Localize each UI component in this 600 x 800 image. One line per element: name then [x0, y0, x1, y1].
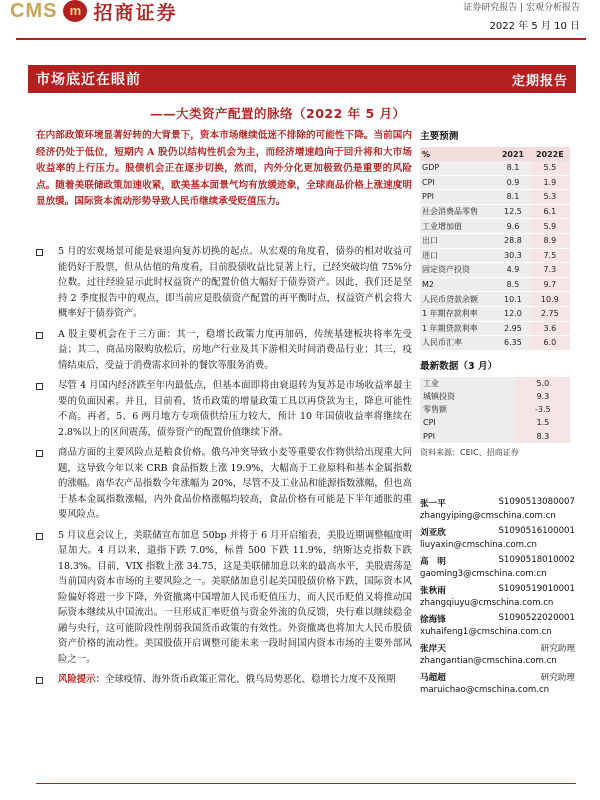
- list-item: [420, 555, 575, 579]
- logo-mark-icon: m: [63, 0, 87, 22]
- analyst-id: S1090519010001: [498, 584, 575, 594]
- table-row: [420, 292, 570, 307]
- report-date: 2022 年 5 月 10 日: [489, 21, 580, 32]
- list-item: [420, 671, 575, 695]
- table-cell: 7.3: [530, 263, 570, 278]
- risk-text: 全球疫情、海外货币政策正常化、俄乌局势恶化、稳增长力度不及预期: [104, 674, 396, 685]
- page-title: 市场底近在眼前: [36, 72, 141, 88]
- title-bar: [28, 65, 576, 93]
- sidebar: [420, 128, 575, 458]
- table-cell: 5.3: [530, 190, 570, 205]
- table-cell: -3.5: [516, 403, 570, 416]
- table-cell: 2.75: [530, 306, 570, 321]
- bullet-text: 5 月的宏观场景可能是衰退向复苏切换的起点。从宏观的角度看，债券的相对收益可能仍好于股票，但从估值的角度看，目前股债收益比显著上行，已经突破均值 75%分位数。过往经验显示此时权益资产的配置价值大幅好于债券资产。因此，我们还是坚持 2 季度报告中的观点，即当前应是股债资产配置的再平衡时点，权益资产机会将大概率好于债券资产。: [58, 246, 412, 319]
- analyst-name: 张岸天: [420, 644, 446, 654]
- table-cell: 8.9: [530, 233, 570, 248]
- header: [0, 0, 600, 40]
- table-row: [420, 336, 570, 351]
- bullet-square-icon: [36, 383, 43, 390]
- report-category: 定期报告: [511, 74, 568, 89]
- risk-warning: [36, 672, 412, 688]
- table-row: [420, 429, 570, 442]
- table-cell: 7.5: [530, 248, 570, 263]
- table-cell: 6.1: [530, 204, 570, 219]
- table-cell: 8.1: [496, 190, 529, 205]
- analyst-id: S1090522020001: [498, 613, 575, 623]
- list-item: [420, 526, 575, 550]
- bullet-list: [36, 244, 412, 693]
- list-item: [36, 244, 412, 322]
- list-item: [420, 642, 575, 666]
- list-item: [420, 613, 575, 637]
- table-cell: 2.95: [496, 321, 529, 336]
- table-row: [420, 377, 570, 390]
- table-cell: 城镇投资: [420, 390, 516, 403]
- table-cell: 12.5: [496, 204, 529, 219]
- list-item: [420, 584, 575, 608]
- table-cell: 工业: [420, 377, 516, 390]
- column-header: 2021: [496, 147, 529, 161]
- table-row: [420, 248, 570, 263]
- table-cell: 28.8: [496, 233, 529, 248]
- bullet-square-icon: [36, 677, 43, 684]
- table-row: [420, 233, 570, 248]
- risk-label: 风险提示：: [58, 674, 105, 685]
- analyst-email[interactable]: maruichao@cmschina.com.cn: [420, 685, 550, 695]
- table-cell: 10.1: [496, 292, 529, 307]
- table-cell: CPI: [420, 416, 516, 429]
- table-cell: 5.5: [530, 161, 570, 175]
- analyst-email[interactable]: gaoming3@cmschina.com.cn: [420, 569, 547, 579]
- table-cell: 9.3: [516, 390, 570, 403]
- bullet-square-icon: [36, 450, 43, 457]
- table-cell: 工业增加值: [420, 219, 496, 234]
- analyst-name: 张一平: [420, 499, 446, 509]
- table-cell: 1.5: [516, 416, 570, 429]
- analyst-id: S1090516100001: [498, 526, 575, 536]
- table-row: [420, 161, 570, 175]
- list-item: [36, 327, 412, 374]
- table-cell: 6.0: [530, 336, 570, 351]
- analyst-name: 高 明: [420, 557, 446, 567]
- table-cell: 1 年期贷款利率: [420, 321, 496, 336]
- table-cell: 固定资产投资: [420, 263, 496, 278]
- column-header: 2022E: [530, 147, 570, 161]
- logo: [10, 0, 177, 22]
- forecast-table: [420, 147, 570, 351]
- table-cell: 0.9: [496, 175, 529, 190]
- table-cell: 1.9: [530, 175, 570, 190]
- table-cell: 人民币汇率: [420, 336, 496, 351]
- analyst-email[interactable]: liuyaxin@cmschina.com.cn: [420, 540, 537, 550]
- table-cell: 30.3: [496, 248, 529, 263]
- analyst-list: [420, 497, 575, 700]
- table-cell: 9.7: [530, 277, 570, 292]
- table-row: [420, 175, 570, 190]
- analyst-name: 徐海锋: [420, 615, 446, 625]
- analyst-id: 研究助理: [540, 644, 575, 654]
- list-item: [36, 528, 412, 668]
- table-row: [420, 263, 570, 278]
- logo-cn: 招商证券: [93, 1, 178, 24]
- analyst-email[interactable]: zhangantian@cmschina.com.cn: [420, 656, 557, 666]
- footer-divider: [36, 783, 576, 784]
- bullet-text: A 股主要机会在于三方面：其一，稳增长政策力度再加码，传统基建板块将率先受益；其二，商品房限购放松后，房地产行业及其下游相关时间消费品行业；其三，疫情结束后，受益于消费需求回补的餐饮等服务消费。: [58, 328, 412, 371]
- table-row: [420, 277, 570, 292]
- analyst-name: 刘亚欣: [420, 528, 446, 538]
- header-meta: [463, 0, 580, 32]
- analyst-id: 研究助理: [540, 673, 575, 683]
- forecast-title: 主要预测: [420, 131, 459, 142]
- table-cell: 进口: [420, 248, 496, 263]
- table-cell: PPI: [420, 429, 516, 442]
- list-item: [36, 445, 412, 523]
- table-cell: 5.9: [530, 219, 570, 234]
- list-item: [36, 378, 412, 440]
- analyst-name: 张秋雨: [420, 586, 446, 596]
- table-cell: PPI: [420, 190, 496, 205]
- table-row: [420, 219, 570, 234]
- table-cell: GDP: [420, 161, 496, 175]
- data-source: 资料来源：CEIC、招商证券: [420, 447, 519, 457]
- table-row: [420, 390, 570, 403]
- table-cell: 9.6: [496, 219, 529, 234]
- table-cell: 人民币贷款余额: [420, 292, 496, 307]
- bullet-square-icon: [36, 249, 43, 256]
- table-cell: CPI: [420, 175, 496, 190]
- bullet-square-icon: [36, 533, 43, 540]
- bullet-square-icon: [36, 332, 43, 339]
- table-cell: 5.0: [516, 377, 570, 390]
- table-row: [420, 306, 570, 321]
- analyst-id: S1090513080007: [498, 497, 575, 507]
- table-cell: 8.3: [516, 429, 570, 442]
- table-cell: M2: [420, 277, 496, 292]
- table-cell: 社会消费品零售: [420, 204, 496, 219]
- latest-data-title: 最新数据（3 月）: [420, 360, 498, 372]
- analyst-name: 马超超: [420, 673, 446, 683]
- table-cell: 8.5: [496, 277, 529, 292]
- table-cell: 10.9: [530, 292, 570, 307]
- table-cell: 12.0: [496, 306, 529, 321]
- bullet-text: 尽管 4 月国内经济跌至年内最低点，但基本面即将由衰退转为复苏是市场收益率最主要的负面因素。并且，目前看，货币政策的增量政策工具以再贷款为主，降息可能性不高。再者，5、6 两月地方专项债供给压力较大，预计 10 年国债收益率将继续在 2.8%以上的区间震荡，债券资产的配置价值继续下滑。: [58, 380, 412, 438]
- page-subtitle: ——大类资产配置的脉络（2022 年 5 月）: [150, 106, 406, 121]
- latest-data-table: [420, 377, 570, 443]
- table-cell: 3.6: [530, 321, 570, 336]
- table-header-row: [420, 147, 570, 161]
- column-header: %: [420, 147, 496, 161]
- table-cell: 出口: [420, 233, 496, 248]
- table-cell: 4.9: [496, 263, 529, 278]
- table-cell: 1 年期存款利率: [420, 306, 496, 321]
- summary-paragraph: 在内部政策环境显著好转的大背景下，资本市场继续低迷不排除的可能性下降。当前国内经济仍处于低位，短期内 A 股仍以结构性机会为主，而经济增速趋向于回升将和大市场收益率的上行压力。股债机会正在逐步切换，然而，内外分化更加极致仍是重要的风险点。随着美联储政策加速收紧，欧美基本面景气均有放缓迹象，全球商品价格上涨速度明显放缓。国际资本流动形势导致人民币继续承受贬值压力。: [36, 130, 412, 207]
- table-row: [420, 403, 570, 416]
- header-divider: [16, 38, 586, 40]
- analyst-email[interactable]: xuhaifeng1@cmschina.com.cn: [420, 627, 552, 637]
- bullet-text: 5 月议息会议上，美联储宣布加息 50bp 并将于 6 月开启缩表，美股近期调整幅度明显加大。4 月以来，道指下跌 7.0%，标普 500 下跌 11.9%，纳斯达克指数下跌 18.3%。目前，VIX 指数上涨 34.75，这是美联储加息以来的最高水平，美股震荡是当前国内资本市场的主要风险之一。美联储加息引起美国股债价格下跌，国际资本风险偏好将进一步下降，外资撤离中国增加人民币贬值压力，而人民币贬值又将推动国际资本继续从中国流出。一旦形成汇率贬值与资金外流的负反馈，央行难以继续稳金融与央行，这可能阶段性削弱我国货币政策的有效性。外资撤离也将加大人民币股债资产价格的流动性。美国股债开启调整可能未来一段时间国内资本市场的主要外部风险之一。: [58, 529, 412, 665]
- table-cell: 8.1: [496, 161, 529, 175]
- report-type: 证券研究报告 | 宏观分析报告: [463, 3, 580, 13]
- analyst-email[interactable]: zhangyiping@cmschina.com.cn: [420, 511, 556, 521]
- table-cell: 零售额: [420, 403, 516, 416]
- logo-en: CMS: [10, 0, 58, 22]
- table-row: [420, 416, 570, 429]
- table-row: [420, 204, 570, 219]
- table-row: [420, 321, 570, 336]
- analyst-id: S1090518010002: [498, 555, 575, 565]
- list-item: [420, 497, 575, 521]
- table-cell: 6.35: [496, 336, 529, 351]
- table-row: [420, 190, 570, 205]
- analyst-email[interactable]: zhangqiuyu@cmschina.com.cn: [420, 598, 554, 608]
- bullet-text: 商品方面的主要风险点是粮食价格。俄乌冲突导致小麦等重要农作物供给出现重大问题，这导致今年以来 CRB 食品指数上涨 19.9%，大幅高于工业原料和基本金属指数的涨幅。南华农产品指数今年涨幅为 20%，尽管不及工业品和能源指数涨幅，但也高于基本金属指数涨幅，内外食品价格涨幅均较高，食品价格有可能是下半年通胀的重要风险点。: [58, 447, 412, 520]
